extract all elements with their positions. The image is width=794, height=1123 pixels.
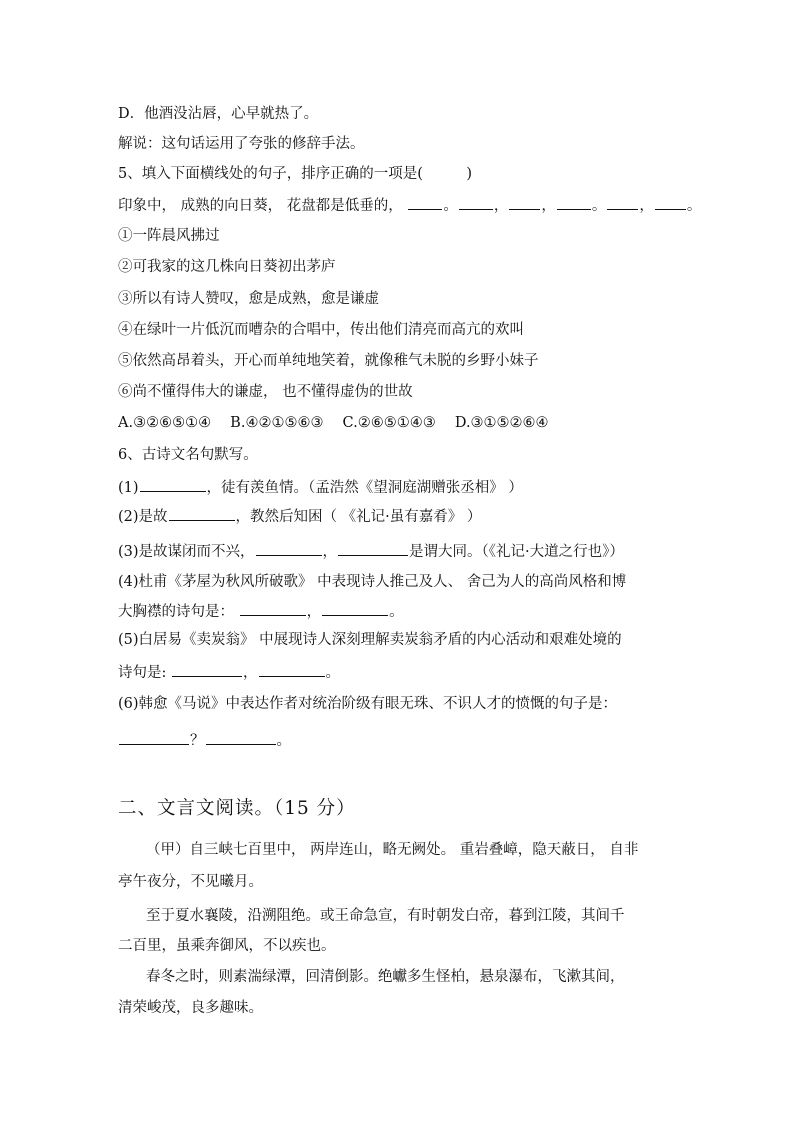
item-text: 大胸襟的诗句是： <box>118 604 239 620</box>
question-5-passage <box>118 195 701 216</box>
explanation-line: 解说：这句话运用了夸张的修辞手法。 <box>118 136 365 152</box>
item-text: (2)是故 <box>118 509 168 525</box>
separator: 。 <box>389 604 404 620</box>
poem-item-5: (5)白居易《卖炭翁》 中展现诗人深刻理解卖炭翁矛盾的内心活动和艰难处境的 <box>118 632 622 648</box>
question-6: 6、古诗文名句默写。 <box>118 447 258 463</box>
answer-blank[interactable] <box>140 477 206 492</box>
answer-blank[interactable] <box>256 541 322 556</box>
passage-para-3-cont: 清荣峻茂，良多趣味。 <box>118 1000 263 1016</box>
poem-item-4: (4)杜甫《茅屋为秋风所破歌》 中表现诗人推己及人、 舍己为人的高尚风格和博 <box>118 574 627 590</box>
passage-para-2-cont: 二百里，虽乘奔御风，不以疾也。 <box>118 938 336 954</box>
separator: 。 <box>276 733 291 749</box>
poem-item-6-cont <box>118 730 291 751</box>
item-text: (1) <box>118 480 139 496</box>
answer-blank[interactable] <box>169 506 235 521</box>
separator: ？ <box>190 733 205 749</box>
answer-blank[interactable] <box>119 730 189 745</box>
answer-blank[interactable] <box>322 601 388 616</box>
passage-para-2: 至于夏水襄陵，沿溯阻绝。或王命急宣，有时朝发白帝，暮到江陵，其间千 <box>146 908 625 924</box>
separator: ， <box>541 198 556 214</box>
separator: ， <box>306 604 322 620</box>
sentence-3: ③所以有诗人赞叹，愈是成熟，愈是谦虚 <box>118 291 379 307</box>
item-text: (3)是故谋闭而不兴， <box>118 544 255 560</box>
item-text: 诗句是: <box>118 665 171 681</box>
answer-options: A.③②⑥⑤①④ B.④②①⑤⑥③ C.②⑥⑤①④③ D.③①⑤②⑥④ <box>118 415 549 431</box>
poem-item-1 <box>118 477 523 498</box>
sentence-6: ⑥尚不懂得伟大的谦虚， 也不懂得虚伪的世故 <box>118 384 413 400</box>
separator: 。 <box>325 665 340 681</box>
separator: ， <box>322 544 338 560</box>
item-text: ，教然后知困（ 《礼记·虽有嘉肴》 ） <box>235 509 482 525</box>
answer-blank[interactable] <box>408 195 442 210</box>
question-5: 5、填入下面横线处的句子，排序正确的一项是( ) <box>118 166 473 182</box>
separator: 。 <box>686 198 702 214</box>
option-d-line: D．他酒没沾唇，心早就热了。 <box>118 106 319 122</box>
poem-item-4-cont <box>118 601 404 622</box>
section-2-heading: 二、文言文阅读。（15 分） <box>118 798 356 819</box>
sentence-1: ①一阵晨风拂过 <box>118 228 220 244</box>
passage-lead: 印象中， 成熟的向日葵， 花盘都是低垂的， <box>118 198 403 214</box>
answer-blank[interactable] <box>259 662 325 677</box>
poem-item-3 <box>118 541 624 562</box>
answer-blank[interactable] <box>206 730 276 745</box>
separator: ， <box>493 198 509 214</box>
item-text: 是谓大同。（《礼记·大道之行也》） <box>409 544 624 560</box>
answer-blank[interactable] <box>459 195 493 210</box>
answer-blank[interactable] <box>509 195 540 210</box>
poem-item-6: (6)韩愈《马说》中表达作者对统治阶级有眼无珠、不识人才的愤慨的句子是： <box>118 696 618 712</box>
item-text: ，徒有羡鱼情。（孟浩然《望洞庭湖赠张丞相》 ） <box>206 480 523 496</box>
poem-item-5-cont <box>118 662 340 683</box>
separator: 。 <box>591 198 607 214</box>
passage-para-1-cont: 亭午夜分，不见曦月。 <box>118 874 263 890</box>
separator: ， <box>243 665 258 681</box>
answer-blank[interactable] <box>338 541 408 556</box>
separator: 。 <box>443 198 458 214</box>
sentence-4: ④在绿叶一片低沉而嘈杂的合唱中，传出他们清亮而高亢的欢叫 <box>118 322 524 338</box>
answer-blank[interactable] <box>655 195 686 210</box>
answer-blank[interactable] <box>557 195 591 210</box>
answer-blank[interactable] <box>607 195 638 210</box>
separator: ， <box>639 198 654 214</box>
sentence-2: ②可我家的这几株向日葵初出茅庐 <box>118 259 336 275</box>
answer-blank[interactable] <box>172 662 242 677</box>
poem-item-2 <box>118 506 481 527</box>
passage-para-1: （甲）自三峡七百里中， 两岸连山，略无阙处。 重岩叠嶂，隐天蔽日， 自非 <box>146 842 639 858</box>
passage-para-3: 春冬之时，则素湍绿潭，回清倒影。绝巘多生怪柏，悬泉瀑布，飞漱其间， <box>146 969 625 985</box>
sentence-5: ⑤依然高昂着头，开心而单纯地笑着，就像稚气未脱的乡野小妹子 <box>118 353 539 369</box>
answer-blank[interactable] <box>240 601 306 616</box>
